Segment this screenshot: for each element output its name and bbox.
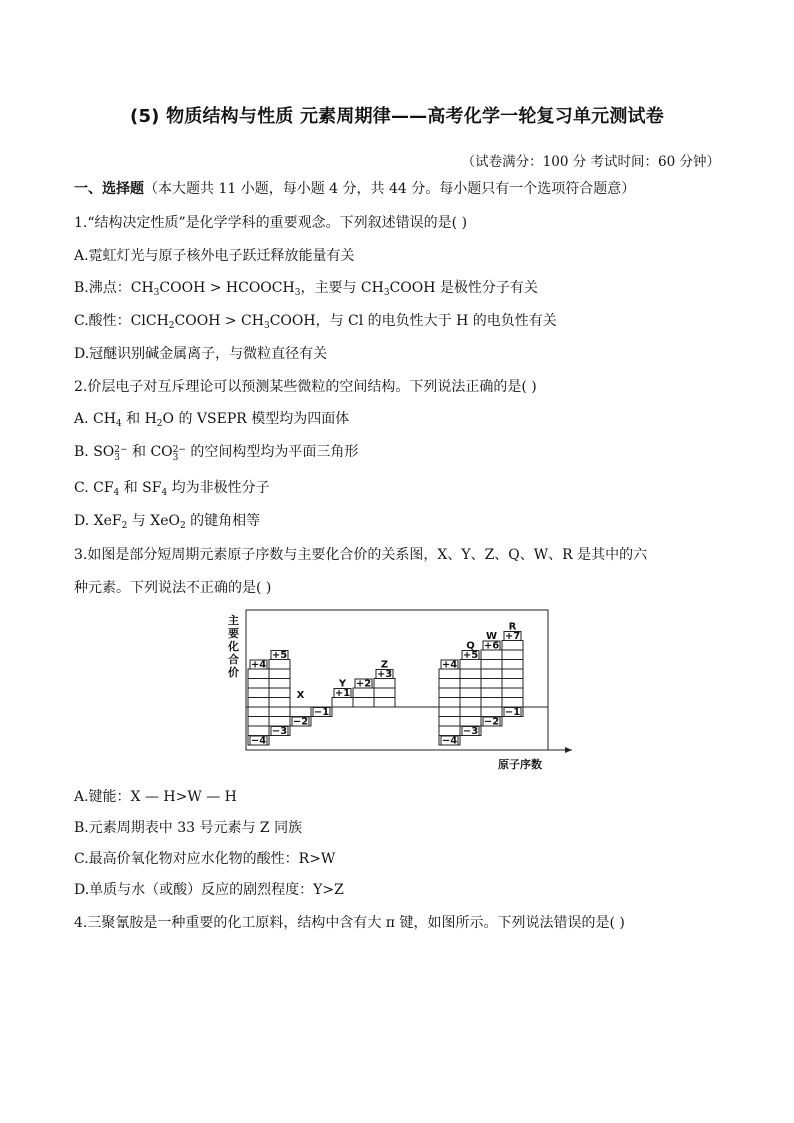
exam-info: （试卷满分：100 分 考试时间：60 分钟） xyxy=(461,154,720,170)
bar-cell-positive xyxy=(460,669,481,679)
section-heading xyxy=(74,178,635,198)
value-label-positive: +3 xyxy=(376,669,393,680)
bar-cell-positive xyxy=(439,679,460,689)
q3-option-d: D.单质与水（或酸）反应的剧烈程度：Y>Z xyxy=(74,882,344,898)
bar-cell-positive xyxy=(502,679,523,689)
bar-cell-positive xyxy=(481,698,502,708)
value-label-positive: +6 xyxy=(483,640,500,652)
chart-frame xyxy=(246,610,548,750)
bar-cell-positive xyxy=(248,688,269,698)
q1-option-b: B.沸点：$CH_3COOH$ > $HCOOCH_3$，主要与 $CH_3COOH$ 是极性分子有关 xyxy=(74,280,538,298)
value-label-negative: −3 xyxy=(462,726,479,737)
chart-x-label: 原子序数 xyxy=(498,758,542,771)
bar-cell-positive xyxy=(374,698,395,708)
bar-cell-negative xyxy=(439,717,460,727)
bar-cell-positive xyxy=(502,669,523,679)
bar-cell-positive xyxy=(269,698,290,708)
x-axis-arrow xyxy=(565,747,572,753)
value-label-positive: +1 xyxy=(334,688,351,699)
bar-cell-negative xyxy=(269,717,290,727)
q2-option-d: D. XeF$_2$ 与 XeO$_2$ 的键角相等 xyxy=(74,513,261,531)
value-label-positive: +5 xyxy=(271,650,288,661)
bar-cell-negative xyxy=(248,717,269,727)
bar-cell-positive xyxy=(481,669,502,679)
bar-cell-positive xyxy=(502,688,523,698)
value-label-negative: −4 xyxy=(250,735,267,747)
bar-cell-positive xyxy=(439,698,460,708)
element-label-w: W xyxy=(485,631,498,642)
bar-cell-positive xyxy=(374,688,395,698)
bar-cell-negative xyxy=(269,707,290,717)
q3-stem-line1: 3.如图是部分短周期元素原子序数与主要化合价的关系图，X、Y、Z、Q、W、R 是其中的六 xyxy=(74,547,648,563)
bar-cell-negative xyxy=(439,726,460,736)
value-label-negative: −1 xyxy=(313,707,330,718)
bar-cell-positive xyxy=(353,698,374,708)
bar-cell-positive xyxy=(248,698,269,708)
value-label-positive: +4 xyxy=(250,659,267,671)
bar-cell-positive xyxy=(502,698,523,708)
q1-option-c: C.酸性：ClCH$_2$COOH > $CH_3COOH$，与 Cl 的电负性大于 H 的电负性有关 xyxy=(74,313,557,331)
q3-option-b: B.元素周期表中 33 号元素与 Z 同族 xyxy=(74,820,303,836)
value-label-negative: −1 xyxy=(504,707,521,718)
bar-cell-positive xyxy=(439,688,460,698)
bar-cell-positive xyxy=(269,688,290,698)
q1-option-a: A.霓虹灯光与原子核外电子跃迁释放能量有关 xyxy=(74,248,355,264)
value-label-positive: +7 xyxy=(504,631,521,642)
element-label-z: Z xyxy=(380,659,389,671)
q2-option-a: A. $CH_4$ 和 $H_2O$ 的 VSEPR 模型均为四面体 xyxy=(74,411,350,429)
value-label-positive: +2 xyxy=(355,678,372,690)
q3-option-a: A.键能：X — H>W — H xyxy=(74,789,237,805)
bar-cell-negative xyxy=(481,707,502,717)
element-label-q: Q xyxy=(466,640,475,652)
bar-cell-positive xyxy=(248,679,269,689)
q1-stem: 1.“结构决定性质”是化学学科的重要观念。下列叙述错误的是( ) xyxy=(74,215,468,231)
bar-cell-positive xyxy=(502,650,523,660)
value-label-negative: −2 xyxy=(483,716,500,728)
value-label-positive: +5 xyxy=(462,650,479,661)
bar-cell-positive xyxy=(481,688,502,698)
bar-cell-negative xyxy=(439,707,460,717)
bar-cell-negative xyxy=(460,707,481,717)
value-label-negative: −4 xyxy=(441,735,458,747)
section-title: 一、选择题 xyxy=(74,181,144,197)
q1-option-d: D.冠醚识别碱金属离子，与微粒直径有关 xyxy=(74,346,328,362)
element-label-x: X xyxy=(296,690,305,701)
q2-stem: 2.价层电子对互斥理论可以预测某些微粒的空间结构。下列说法正确的是( ) xyxy=(74,379,537,395)
element-label-r: R xyxy=(508,621,517,633)
bar-cell-positive xyxy=(269,669,290,679)
value-label-positive: +4 xyxy=(441,659,458,671)
section-desc: （本大题共 11 小题，每小题 4 分，共 44 分。每小题只有一个选项符合题意） xyxy=(144,181,636,197)
bar-cell-negative xyxy=(290,707,311,717)
bar-cell-positive xyxy=(269,679,290,689)
chart-y-label: 主要化合价 xyxy=(228,614,239,679)
bar-cell-negative xyxy=(460,717,481,727)
bar-cell-positive xyxy=(481,679,502,689)
page-title: (5) 物质结构与性质 元素周期律——高考化学一轮复习单元测试卷 xyxy=(130,106,664,127)
bar-cell-positive xyxy=(481,660,502,670)
q4-stem: 4.三聚氰胺是一种重要的化工原料，结构中含有大 π 键，如图所示。下列说法错误的是( ) xyxy=(74,915,625,931)
value-label-negative: −3 xyxy=(271,726,288,737)
bar-cell-positive xyxy=(460,688,481,698)
value-label-negative: −2 xyxy=(292,716,309,728)
q2-option-c: C. $CF_4$ 和 $SF_4$ 均为非极性分子 xyxy=(74,480,270,498)
chart-svg xyxy=(222,606,582,776)
bar-cell-negative xyxy=(248,726,269,736)
q2-option-b: B. SO 2− 3 和 CO 2− 3 的空间构型均为平面三角形 xyxy=(74,444,359,463)
bar-cell-positive xyxy=(502,660,523,670)
q3-option-c: C.最高价氧化物对应水化物的酸性：R>W xyxy=(74,851,336,867)
bar-cell-positive xyxy=(460,679,481,689)
element-label-y: Y xyxy=(338,678,347,690)
valence-chart xyxy=(222,606,582,776)
q3-stem-line2: 种元素。下列说法不正确的是( ) xyxy=(74,580,272,596)
bar-cell-positive xyxy=(460,698,481,708)
bar-cell-negative xyxy=(248,707,269,717)
